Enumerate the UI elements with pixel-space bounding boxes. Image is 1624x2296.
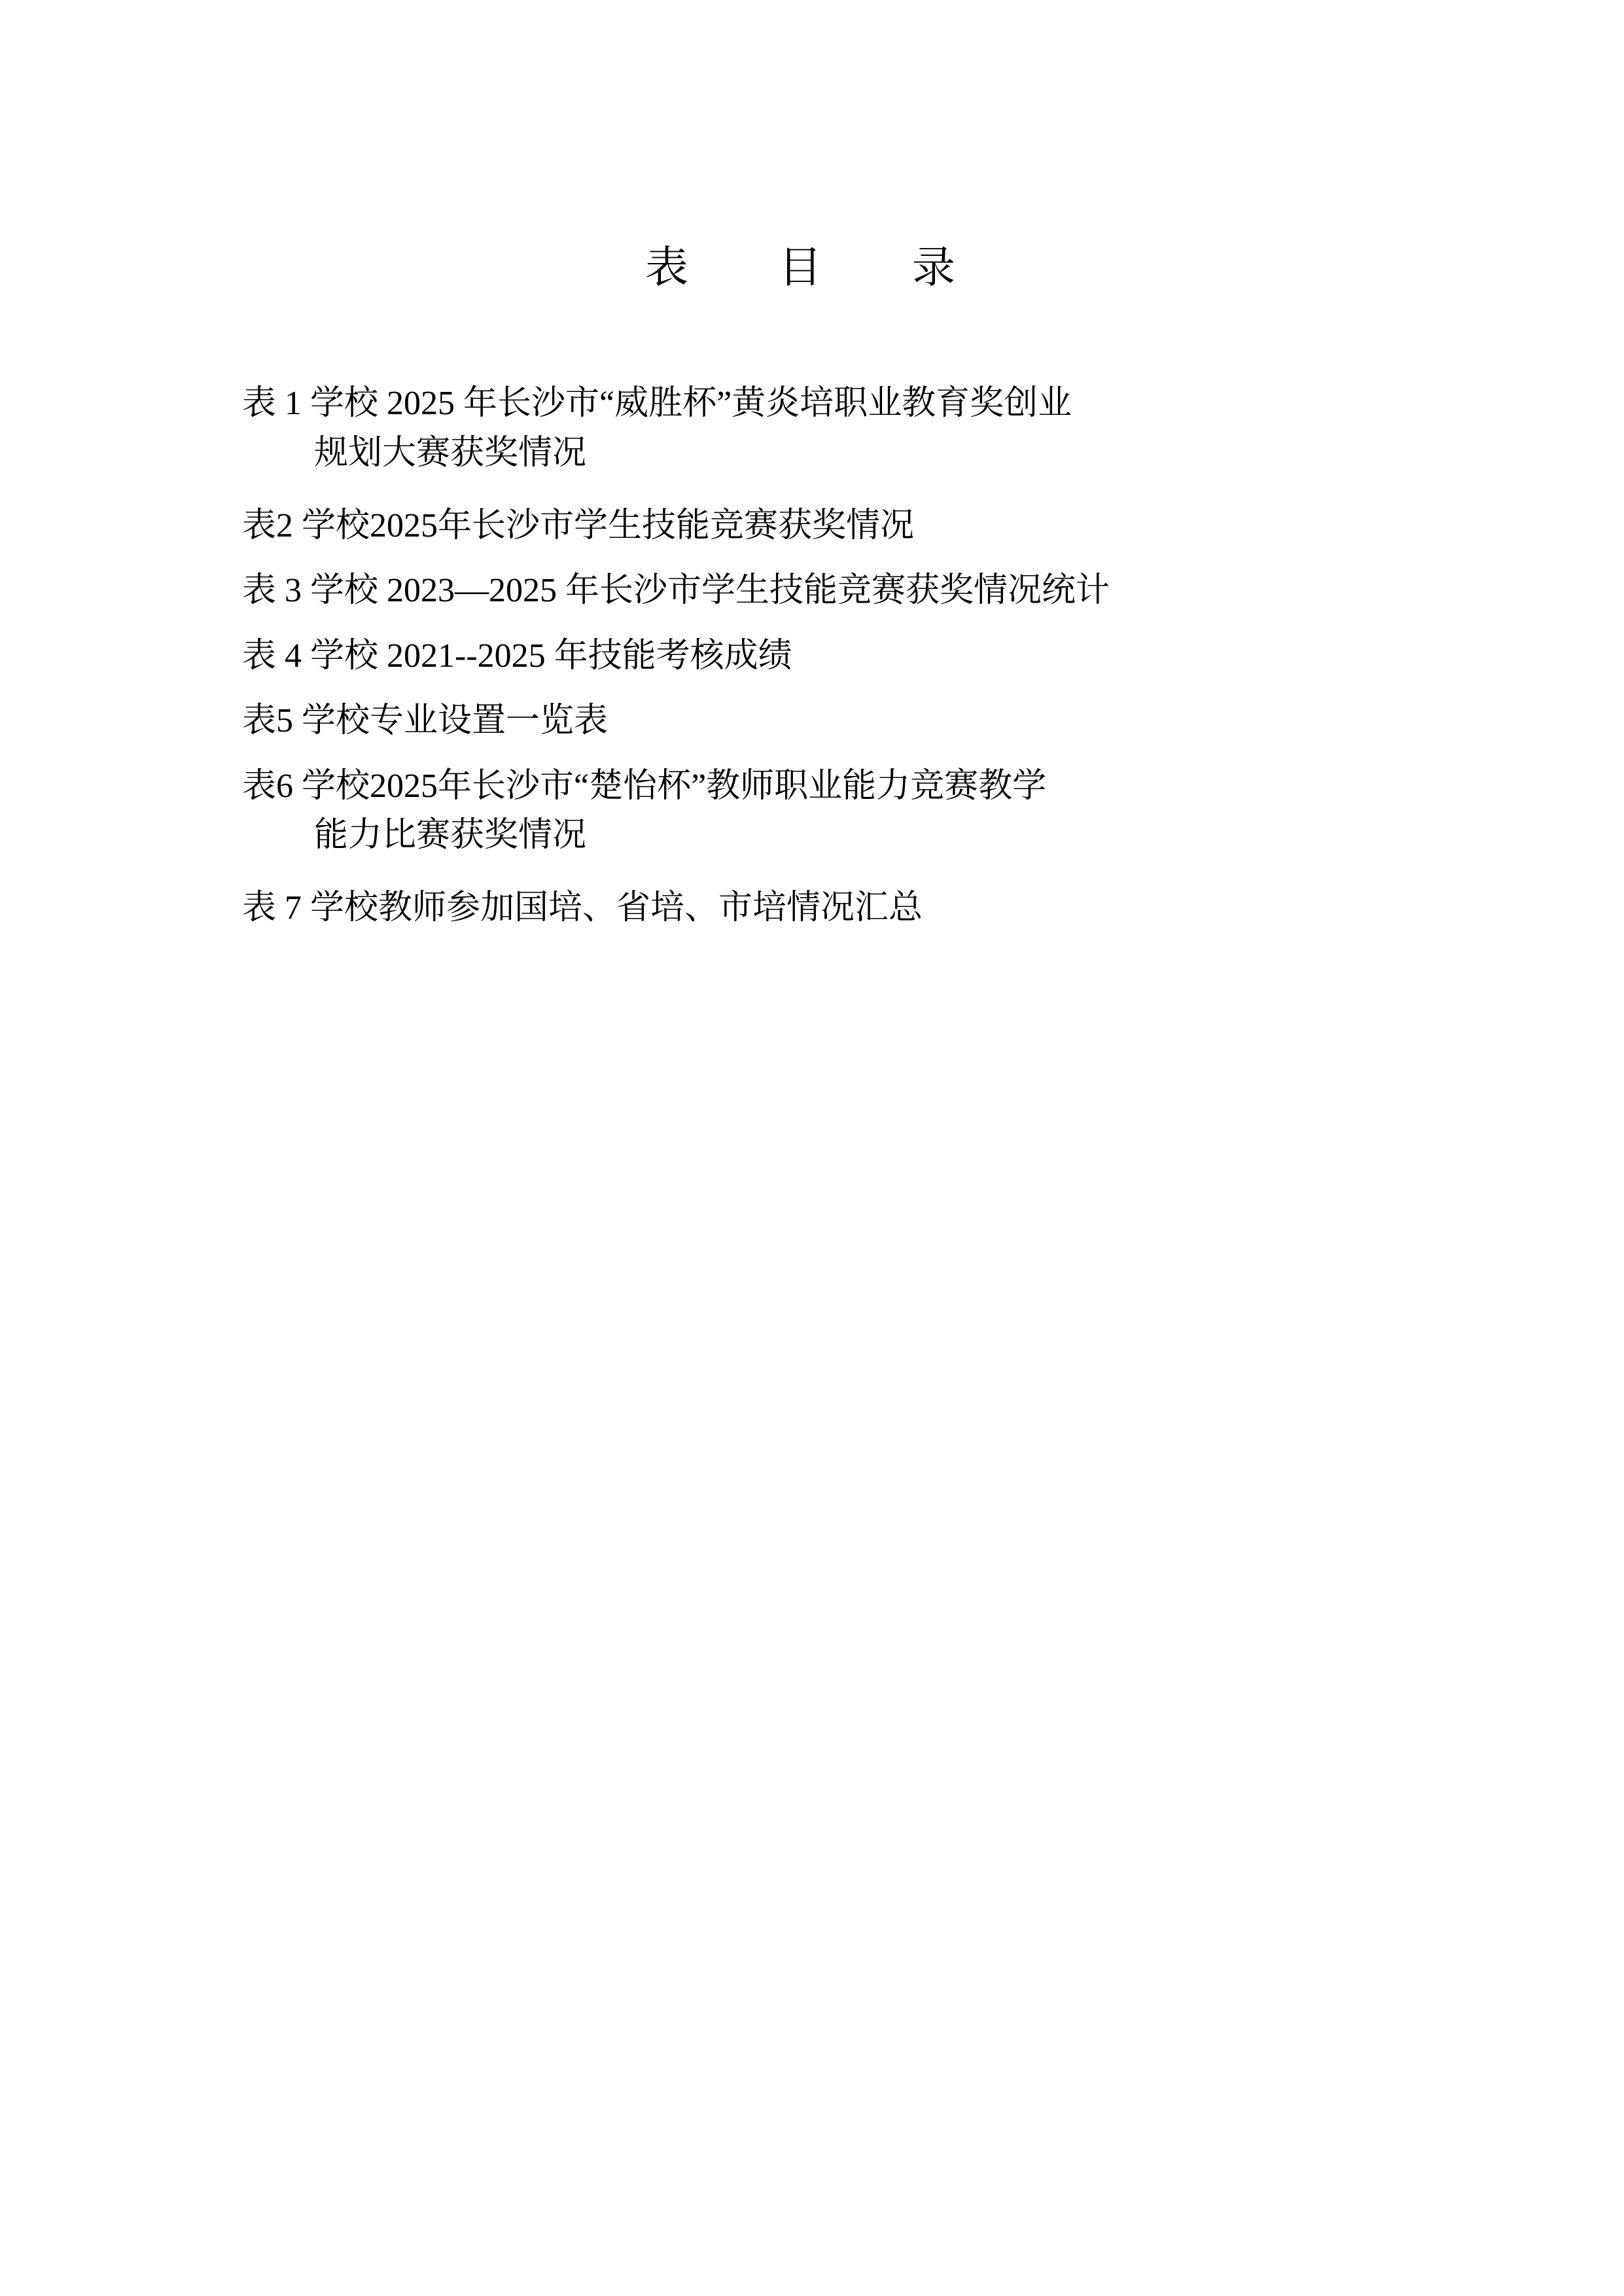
toc-entry-2-line1: 表2 学校2025年长沙市学生技能竞赛获奖情况 xyxy=(242,506,915,544)
toc-entry-3-line1: 表 3 学校 2023—2025 年长沙市学生技能竞赛获奖情况统计 xyxy=(242,572,1110,610)
toc-entry-5[interactable] xyxy=(242,696,1428,745)
toc-entry-1[interactable] xyxy=(242,379,1428,478)
toc-entry-3[interactable] xyxy=(242,566,1428,615)
page-title: 表 目 录 xyxy=(645,244,979,292)
toc-entry-6[interactable] xyxy=(242,762,1428,860)
toc-entry-1-line2: 规划大赛获奖情况 xyxy=(314,434,587,472)
toc-entry-6-line2: 能力比赛获奖情况 xyxy=(314,816,587,854)
toc-entry-5-line1: 表5 学校专业设置一览表 xyxy=(242,702,609,740)
toc-entry-6-line1: 表6 学校2025年长沙市“楚怡杯”教师职业能力竞赛教学 xyxy=(242,767,1047,805)
toc-entry-4[interactable] xyxy=(242,631,1428,680)
toc-entry-2[interactable] xyxy=(242,501,1428,550)
toc-entry-1-line1: 表 1 学校 2025 年长沙市“威胜杯”黄炎培职业教育奖创业 xyxy=(242,385,1072,423)
table-of-contents xyxy=(0,379,1624,933)
toc-entry-4-line1: 表 4 学校 2021--2025 年技能考核成绩 xyxy=(242,637,792,675)
toc-entry-7-line1: 表 7 学校教师参加国培、省培、市培情况汇总 xyxy=(242,889,923,927)
toc-entry-7[interactable] xyxy=(242,883,1428,932)
